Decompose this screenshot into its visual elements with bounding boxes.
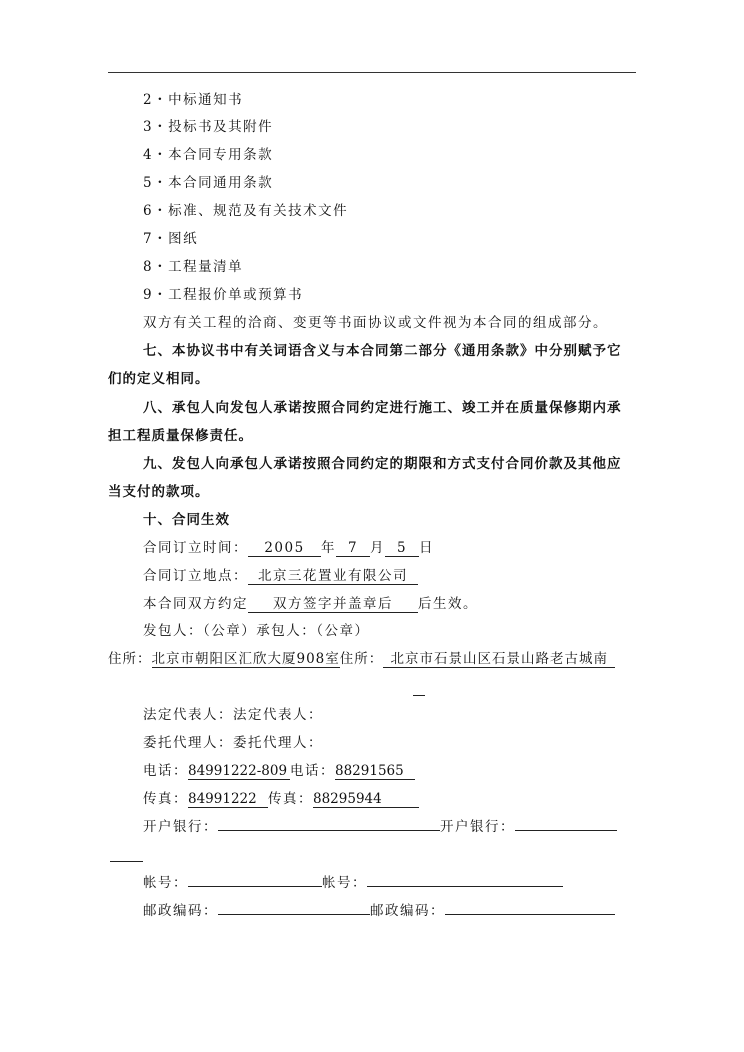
label: 传真： (143, 791, 188, 807)
label: 合同订立时间： (143, 540, 248, 556)
label: 帐号： (322, 875, 367, 891)
account-line (143, 874, 563, 892)
list-item: 6・标准、规范及有关技术文件 (143, 203, 349, 219)
label: 传真： (268, 791, 313, 807)
sign-place-line (143, 567, 418, 585)
address-line (108, 650, 615, 668)
label: 电话： (143, 763, 188, 779)
address-field-1[interactable]: 北京市朝阳区汇欣大厦908室 (151, 651, 340, 667)
sign-time-line (143, 539, 434, 557)
label: 本合同双方约定 (143, 596, 248, 612)
label: 日 (419, 540, 434, 556)
account-field-1[interactable] (188, 886, 322, 887)
bank-field-1[interactable] (218, 830, 440, 831)
list-item: 7・图纸 (143, 231, 199, 247)
clause-7-cont: 们的定义相同。 (108, 371, 210, 387)
year-field[interactable]: 2005 (248, 540, 321, 557)
list-item: 8・工程量清单 (143, 259, 244, 275)
list-item: 3・投标书及其附件 (143, 119, 274, 135)
header-rule (108, 72, 636, 73)
list-item: 9・工程报价单或预算书 (143, 287, 304, 303)
parties-line: 发包人：（公章）承包人：（公章） (143, 623, 370, 639)
postcode-field-1[interactable] (218, 914, 370, 915)
account-field-2[interactable] (367, 886, 563, 887)
day-field[interactable]: 5 (385, 540, 419, 557)
label: 开户银行： (440, 819, 515, 835)
phone-field-1[interactable]: 84991222-809 (188, 763, 290, 780)
label: 后生效。 (418, 596, 478, 612)
month-field[interactable]: 7 (336, 540, 370, 557)
label: 住所： (339, 651, 384, 667)
clause-9-cont: 当支付的款项。 (108, 484, 210, 500)
note: 双方有关工程的洽商、变更等书面协议或文件视为本合同的组成部分。 (143, 315, 608, 331)
list-item: 2・中标通知书 (143, 92, 244, 108)
clause-8-cont: 担工程质量保修责任。 (108, 428, 253, 444)
address-field-2[interactable]: 北京市石景山区石景山路老古城南 (383, 651, 615, 668)
phone-line (143, 762, 415, 780)
list-item: 4・本合同专用条款 (143, 147, 274, 163)
underline-continuation (110, 861, 143, 862)
label: 电话： (290, 763, 335, 779)
clause-9: 九、发包人向承包人承诺按照合同约定的期限和方式支付合同价款及其他应 (143, 456, 622, 472)
phone-field-2[interactable]: 88291565 (335, 763, 415, 780)
bank-line (143, 818, 617, 836)
fax-line (143, 790, 419, 808)
agent-line: 委托代理人：委托代理人： (143, 735, 323, 751)
effect-field[interactable]: 双方签字并盖章后 (248, 596, 418, 613)
clause-7: 七、本协议书中有关词语含义与本合同第二部分《通用条款》中分别赋予它 (143, 343, 622, 359)
label: 邮政编码： (143, 903, 218, 919)
label: 年 (321, 540, 336, 556)
list-item: 5・本合同通用条款 (143, 175, 274, 191)
sign-place-field[interactable]: 北京三花置业有限公司 (248, 568, 418, 585)
label: 住所： (108, 651, 152, 667)
label: 月 (370, 540, 385, 556)
bank-field-2[interactable] (515, 830, 617, 831)
legal-rep-line: 法定代表人：法定代表人： (143, 707, 323, 723)
underline-continuation (413, 695, 425, 696)
label: 开户银行： (143, 819, 218, 835)
clause-10-heading: 十、合同生效 (143, 512, 230, 528)
label: 合同订立地点： (143, 568, 248, 584)
fax-field-2[interactable]: 88295944 (313, 791, 419, 808)
postcode-line (143, 902, 615, 920)
postcode-field-2[interactable] (445, 914, 615, 915)
label: 邮政编码： (370, 903, 445, 919)
effect-line (143, 595, 478, 613)
clause-8: 八、承包人向发包人承诺按照合同约定进行施工、竣工并在质量保修期内承 (143, 400, 622, 416)
fax-field-1[interactable]: 84991222 (188, 791, 268, 808)
label: 帐号： (143, 875, 188, 891)
